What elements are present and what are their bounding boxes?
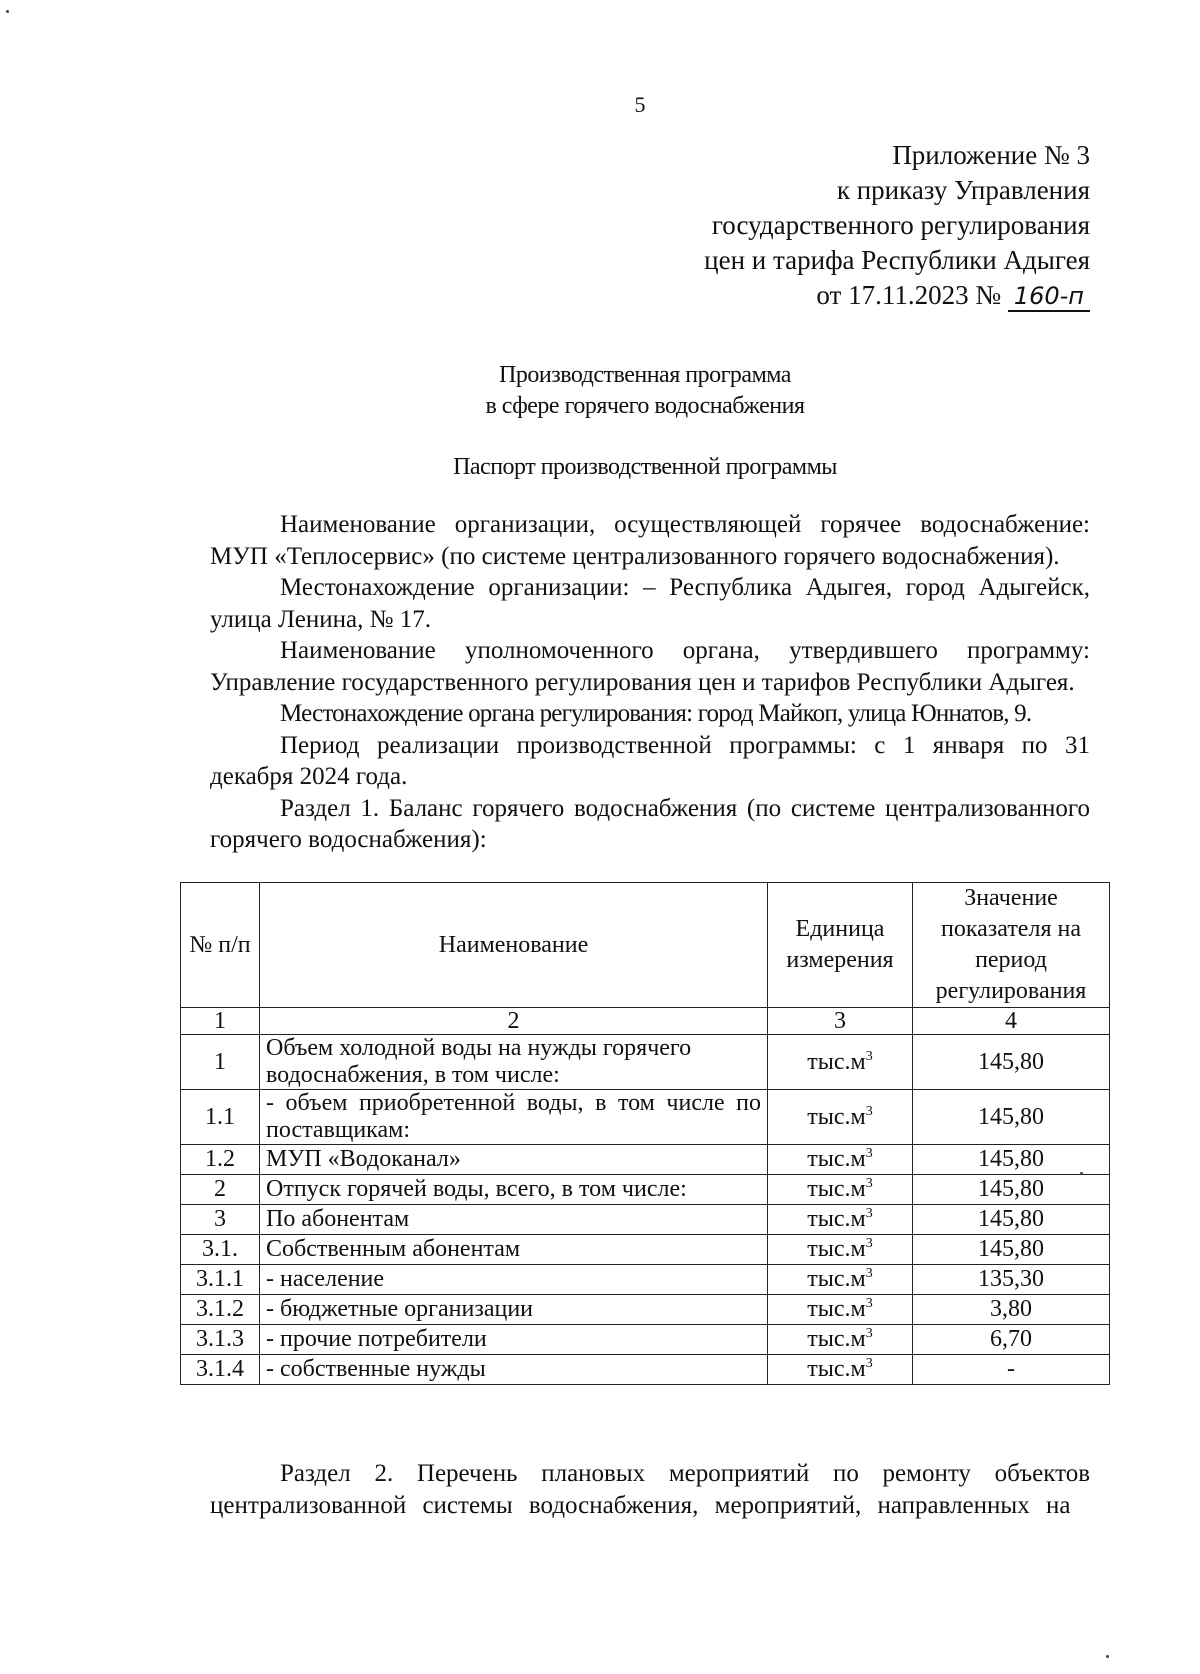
row-name: - население [260,1265,768,1295]
row-num: 2 [181,1175,260,1205]
unit-base: тыс.м [807,1356,866,1382]
index-cell: 1 [181,1008,260,1035]
unit-exp: 3 [865,1236,873,1251]
row-name: - объем приобретенной воды, в том числе по поставщикам: [260,1090,768,1145]
unit-base: тыс.м [807,1103,866,1130]
unit-exp: 3 [865,1048,873,1064]
unit-exp: 3 [865,1296,873,1311]
row-unit [768,1145,913,1175]
header-value: Значение показателя на период регулирования [913,883,1110,1008]
program-title-line-1: Производственная программа [499,362,791,388]
program-title-line-2: в сфере горячего водоснабжения [485,393,805,419]
table-row [181,1205,1110,1235]
header-unit: Единица измерения [768,883,913,1008]
table-header-row [181,883,1110,1008]
row-value: 135,30 [913,1265,1110,1295]
appendix-line-4: цен и тарифа Республики Адыгея [704,245,1090,275]
appendix-line-2: к приказу Управления [836,175,1090,205]
program-title [0,360,1200,422]
unit-base: тыс.м [807,1236,866,1262]
period-paragraph: Период реализации производственной программы: с 1 января по 31 декабря 2024 года. [210,731,1090,790]
row-unit [768,1295,913,1325]
row-num: 1 [181,1035,260,1090]
page-number: 5 [634,92,646,117]
row-value: 3,80 [913,1295,1110,1325]
section-2-heading: Раздел 2. Перечень плановых мероприятий по ремонту объектов централизованной системы водоснабжения, мероприятий, направленных на [210,1460,1090,1519]
scan-speck [1106,1655,1109,1658]
authority-name-paragraph: Наименование уполномоченного органа, утвердившего программу: Управление государственного регулирования цен и тарифов Республики Адыгея. [210,637,1090,696]
unit-base: тыс.м [807,1326,866,1352]
row-name: - собственные нужды [260,1355,768,1385]
row-unit [768,1355,913,1385]
unit-exp: 3 [865,1146,873,1161]
row-num: 3.1.3 [181,1325,260,1355]
row-num: 3.1.2 [181,1295,260,1325]
row-num: 1.2 [181,1145,260,1175]
unit-exp: 3 [865,1103,873,1119]
table-row [181,1295,1110,1325]
row-name: Отпуск горячей воды, всего, в том числе: [260,1175,768,1205]
row-num: 3.1.1 [181,1265,260,1295]
unit-exp: 3 [865,1326,873,1341]
authority-location-paragraph: Местонахождение органа регулирования: город Майкоп, улица Юннатов, 9. [280,700,1032,727]
header-name: Наименование [260,883,768,1008]
water-balance-table [180,882,1110,1385]
order-number-handwritten: 160-п [1008,282,1090,312]
row-value: 145,80 [913,1090,1110,1145]
index-cell: 4 [913,1008,1110,1035]
row-unit [768,1175,913,1205]
row-num: 3.1. [181,1235,260,1265]
table-row [181,1265,1110,1295]
row-value: 145,80 [913,1235,1110,1265]
index-cell: 2 [260,1008,768,1035]
unit-base: тыс.м [807,1296,866,1322]
unit-base: тыс.м [807,1206,866,1232]
unit-base: тыс.м [807,1176,866,1202]
unit-exp: 3 [865,1176,873,1191]
row-value: 145,80 [913,1145,1110,1175]
table-row [181,1035,1110,1090]
row-unit [768,1235,913,1265]
row-name: Собственным абонентам [260,1235,768,1265]
appendix-line-1: Приложение № 3 [892,140,1090,170]
row-value: 145,80 [913,1035,1110,1090]
scan-speck [1080,1172,1083,1175]
row-unit [768,1090,913,1145]
appendix-date: от 17.11.2023 № [816,280,1002,310]
unit-exp: 3 [865,1266,873,1281]
appendix-date-line [704,278,1090,313]
row-name: - бюджетные организации [260,1295,768,1325]
row-num: 1.1 [181,1090,260,1145]
row-unit [768,1205,913,1235]
row-unit [768,1325,913,1355]
row-name: По абонентам [260,1205,768,1235]
row-value: 145,80 [913,1205,1110,1235]
passport-body [210,509,1090,856]
table-row [181,1145,1110,1175]
table-row [181,1175,1110,1205]
unit-exp: 3 [865,1206,873,1221]
table-row [181,1355,1110,1385]
unit-exp: 3 [865,1356,873,1371]
index-cell: 3 [768,1008,913,1035]
row-value: 6,70 [913,1325,1110,1355]
table-row [181,1325,1110,1355]
row-name: МУП «Водоканал» [260,1145,768,1175]
table-index-row [181,1008,1110,1035]
unit-base: тыс.м [807,1146,866,1172]
scan-speck [6,10,9,13]
table-row [181,1090,1110,1145]
unit-base: тыс.м [807,1266,866,1292]
org-name-paragraph: Наименование организации, осуществляющей горячее водоснабжение: МУП «Теплосервис» (по системе централизованного горячего водоснабжения). [210,511,1090,570]
row-num: 3 [181,1205,260,1235]
row-unit [768,1265,913,1295]
row-value: 145,80 [913,1175,1110,1205]
row-name: Объем холодной воды на нужды горячего водоснабжения, в том числе: [260,1035,768,1090]
passport-title: Паспорт производственной программы [453,454,837,480]
row-name: - прочие потребители [260,1325,768,1355]
row-unit [768,1035,913,1090]
appendix-header [704,138,1090,313]
row-value: - [913,1355,1110,1385]
table-row [181,1235,1110,1265]
org-location-paragraph: Местонахождение организации: – Республика Адыгея, город Адыгейск, улица Ленина, № 17. [210,574,1090,633]
appendix-line-3: государственного регулирования [711,210,1090,240]
row-num: 3.1.4 [181,1355,260,1385]
header-num: № п/п [181,883,260,1008]
unit-base: тыс.м [807,1048,866,1075]
section-2-body [210,1458,1090,1521]
section-1-heading: Раздел 1. Баланс горячего водоснабжения (по системе централизованного горячего водоснабжения): [210,794,1090,853]
